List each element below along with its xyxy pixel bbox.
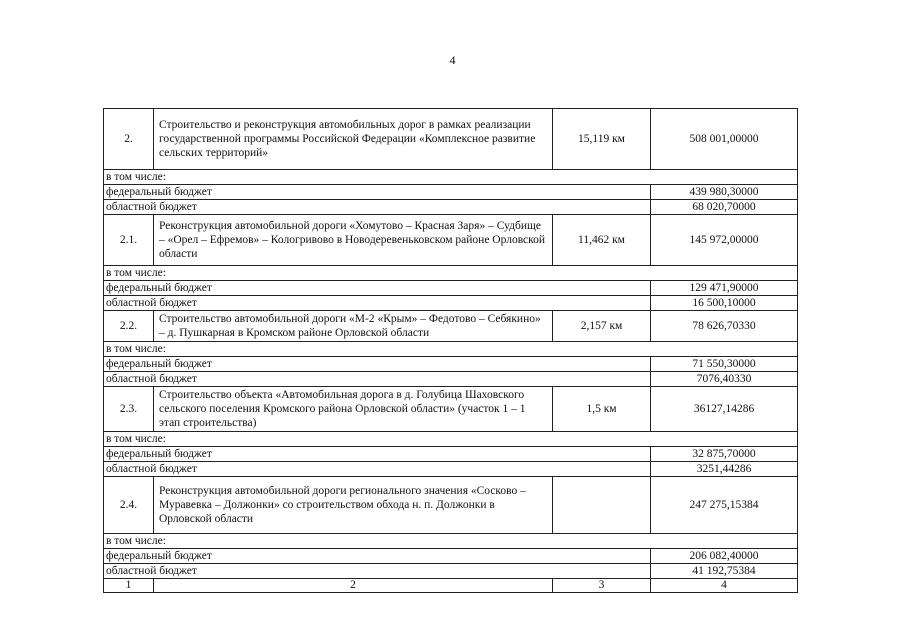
federal-row (104, 185, 798, 200)
federal-amount: 71 550,30000 (651, 357, 798, 372)
row-number: 2.2. (104, 311, 154, 342)
regional-row (104, 200, 798, 215)
regional-label: областной бюджет (104, 296, 651, 311)
road-length: 15,119 км (553, 109, 651, 170)
road-length: 1,5 км (553, 387, 651, 432)
federal-label: федеральный бюджет (104, 281, 651, 296)
including-row (104, 432, 798, 447)
including-row (104, 342, 798, 357)
including-label: в том числе: (104, 432, 798, 447)
row-number: 2.4. (104, 477, 154, 534)
federal-row (104, 447, 798, 462)
object-name: Реконструкция автомобильной дороги «Хомутово – Красная Заря» – Судбище – «Орел – Ефремов» – Кологривово в Новодеревеньковском районе Орловской области (154, 215, 553, 266)
column-number: 3 (553, 579, 651, 593)
federal-label: федеральный бюджет (104, 185, 651, 200)
federal-row (104, 549, 798, 564)
regional-amount: 3251,44286 (651, 462, 798, 477)
regional-row (104, 296, 798, 311)
total-amount: 78 626,70330 (651, 311, 798, 342)
road-length: 2,157 км (553, 311, 651, 342)
including-label: в том числе: (104, 534, 798, 549)
federal-label: федеральный бюджет (104, 357, 651, 372)
regional-amount: 16 500,10000 (651, 296, 798, 311)
regional-amount: 7076,40330 (651, 372, 798, 387)
federal-label: федеральный бюджет (104, 549, 651, 564)
regional-label: областной бюджет (104, 564, 651, 579)
table-row (104, 387, 798, 432)
federal-amount: 206 082,40000 (651, 549, 798, 564)
page-number: 4 (449, 53, 456, 67)
total-amount: 247 275,15384 (651, 477, 798, 534)
federal-amount: 129 471,90000 (651, 281, 798, 296)
regional-label: областной бюджет (104, 372, 651, 387)
federal-row (104, 357, 798, 372)
federal-amount: 439 980,30000 (651, 185, 798, 200)
table-row (104, 477, 798, 534)
column-number: 4 (651, 579, 798, 593)
table-row (104, 311, 798, 342)
regional-label: областной бюджет (104, 462, 651, 477)
regional-row (104, 372, 798, 387)
regional-amount: 41 192,75384 (651, 564, 798, 579)
federal-row (104, 281, 798, 296)
regional-amount: 68 020,70000 (651, 200, 798, 215)
regional-label: областной бюджет (104, 200, 651, 215)
road-length (553, 477, 651, 534)
including-label: в том числе: (104, 170, 798, 185)
row-number: 2.1. (104, 215, 154, 266)
total-amount: 36127,14286 (651, 387, 798, 432)
including-row (104, 534, 798, 549)
column-numbers-row (104, 579, 798, 593)
federal-amount: 32 875,70000 (651, 447, 798, 462)
regional-row (104, 462, 798, 477)
including-label: в том числе: (104, 266, 798, 281)
regional-row (104, 564, 798, 579)
including-row (104, 170, 798, 185)
table-row (104, 109, 798, 170)
object-name: Реконструкция автомобильной дороги регионального значения «Сосково – Муравевка – Должонки» со строительством обхода н. п. Должонки в Орловской области (154, 477, 553, 534)
table-row (104, 215, 798, 266)
total-amount: 145 972,00000 (651, 215, 798, 266)
object-name: Строительство автомобильной дороги «М-2 «Крым» – Федотово – Себякино» – д. Пушкарная в Кромском районе Орловской области (154, 311, 553, 342)
row-number: 2. (104, 109, 154, 170)
total-amount: 508 001,00000 (651, 109, 798, 170)
column-number: 2 (154, 579, 553, 593)
including-row (104, 266, 798, 281)
column-number: 1 (104, 579, 154, 593)
federal-label: федеральный бюджет (104, 447, 651, 462)
object-name: Строительство объекта «Автомобильная дорога в д. Голубица Шаховского сельского поселения Кромского района Орловской области» (участок 1 – 1 этап строительства) (154, 387, 553, 432)
including-label: в том числе: (104, 342, 798, 357)
road-length: 11,462 км (553, 215, 651, 266)
object-name: Строительство и реконструкция автомобильных дорог в рамках реализации государственной программы Российской Федерации «Комплексное развитие сельских территорий» (154, 109, 553, 170)
budget-table (103, 108, 798, 593)
row-number: 2.3. (104, 387, 154, 432)
